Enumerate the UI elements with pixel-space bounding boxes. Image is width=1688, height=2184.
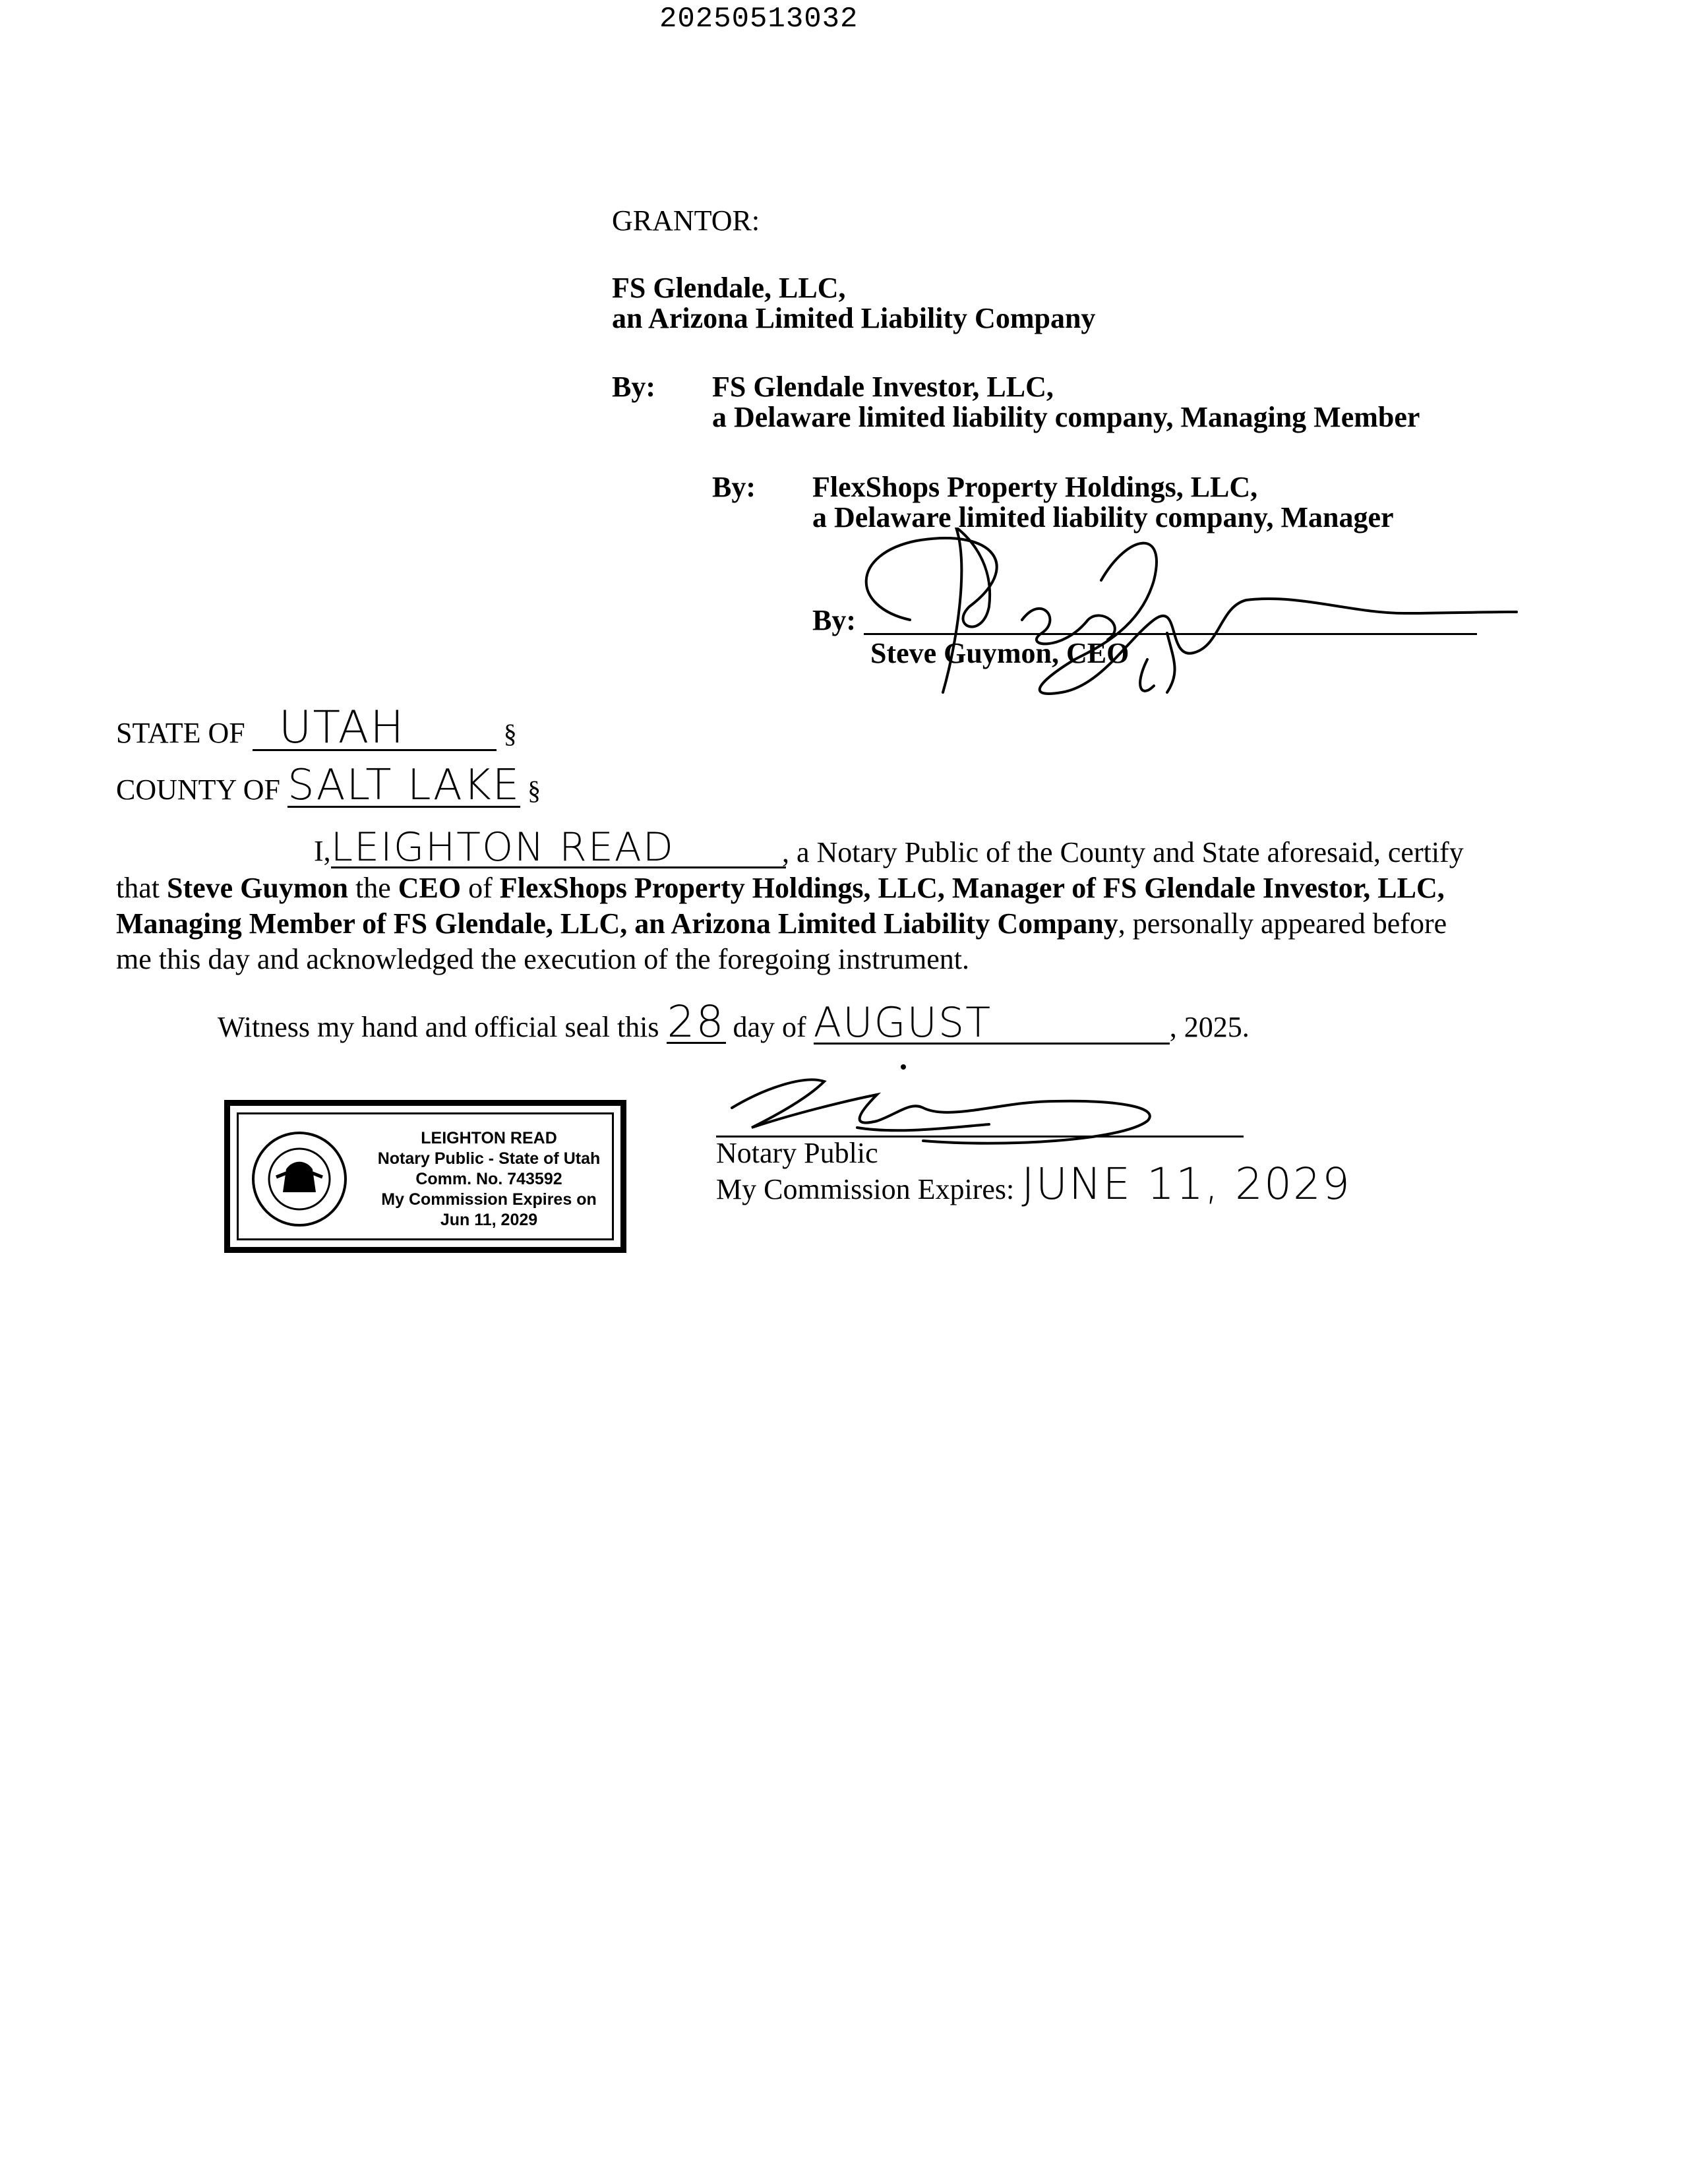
witness-month: AUGUST <box>814 1003 1170 1045</box>
county-label <box>116 761 541 810</box>
acknowledgment-text-1: , a Notary Public of the County and State aforesaid, certify that <box>116 836 1464 904</box>
county-value: SALT LAKE <box>287 761 521 810</box>
by-entity-name-1: FS Glendale Investor, LLC, <box>712 371 1054 403</box>
commission-date: JUNE 11, 2029 <box>1021 1159 1351 1209</box>
county-section-symbol: § <box>528 775 541 805</box>
by-label-2: By: <box>712 471 756 503</box>
state-label <box>116 702 517 754</box>
witness-text-1: Witness my hand and official seal this <box>218 1011 659 1043</box>
grantor-heading: GRANTOR: <box>612 204 760 237</box>
document-number: 20250513032 <box>659 3 859 36</box>
grantor-entity-description: an Arizona Limited Liability Company <box>612 302 1096 334</box>
by-label-3: By: <box>812 604 856 636</box>
notary-name: LEIGHTON READ <box>331 828 786 868</box>
grantor-entity-name: FS Glendale, LLC, <box>612 272 846 304</box>
acknowledgment-prefix: I, <box>314 835 331 867</box>
by-label-1: By: <box>612 371 655 403</box>
witness-text-2: day of <box>733 1011 806 1043</box>
signer-name: Steve Guymon, CEO <box>870 637 1130 669</box>
grantor-signature <box>824 528 1523 699</box>
by-entity-name-2: FlexShops Property Holdings, LLC, <box>812 471 1258 503</box>
stamp-line-5: Jun 11, 2029 <box>440 1211 538 1229</box>
witness-text-3: , 2025. <box>1169 1011 1250 1043</box>
acknowledgment-entities: FlexShops Property Holdings, LLC, Manager of FS Glendale Investor, LLC, Managing Member of FS Glendale, LLC, an Arizona Limited Liability Company <box>116 872 1445 940</box>
state-section-symbol: § <box>503 719 517 748</box>
state-label-text: STATE OF <box>116 717 245 749</box>
witness-day: 28 <box>667 996 725 1047</box>
commission-line <box>716 1159 1351 1209</box>
stamp-line-3: Comm. No. 743592 <box>415 1170 562 1188</box>
stamp-name: LEIGHTON READ <box>421 1129 557 1147</box>
state-value: UTAH <box>253 707 497 751</box>
county-label-text: COUNTY OF <box>116 774 280 806</box>
notary-stamp <box>224 1100 626 1253</box>
stamp-line-4: My Commission Expires on <box>381 1190 597 1209</box>
by-entity-description-1: a Delaware limited liability company, Managing Member <box>712 401 1420 433</box>
stamp-line-2: Notary Public - State of Utah <box>377 1149 601 1168</box>
acknowledgment-text-2: the <box>347 872 398 904</box>
acknowledgment-title: CEO <box>398 872 462 904</box>
witness-line <box>218 996 1250 1047</box>
stamp-text <box>359 1128 619 1230</box>
state-seal-icon <box>250 1130 349 1228</box>
acknowledgment-text-3: of <box>461 872 500 904</box>
notary-title: Notary Public <box>716 1137 878 1169</box>
acknowledgment-paragraph <box>116 835 1488 977</box>
by-entity-description-2: a Delaware limited liability company, Manager <box>812 501 1394 533</box>
acknowledgment-signer: Steve Guymon <box>166 872 348 904</box>
commission-label: My Commission Expires: <box>716 1173 1015 1205</box>
acknowledgment-text-4: , personally appeared before me this day and acknowledged the execution of the foregoing instrument. <box>116 907 1447 975</box>
